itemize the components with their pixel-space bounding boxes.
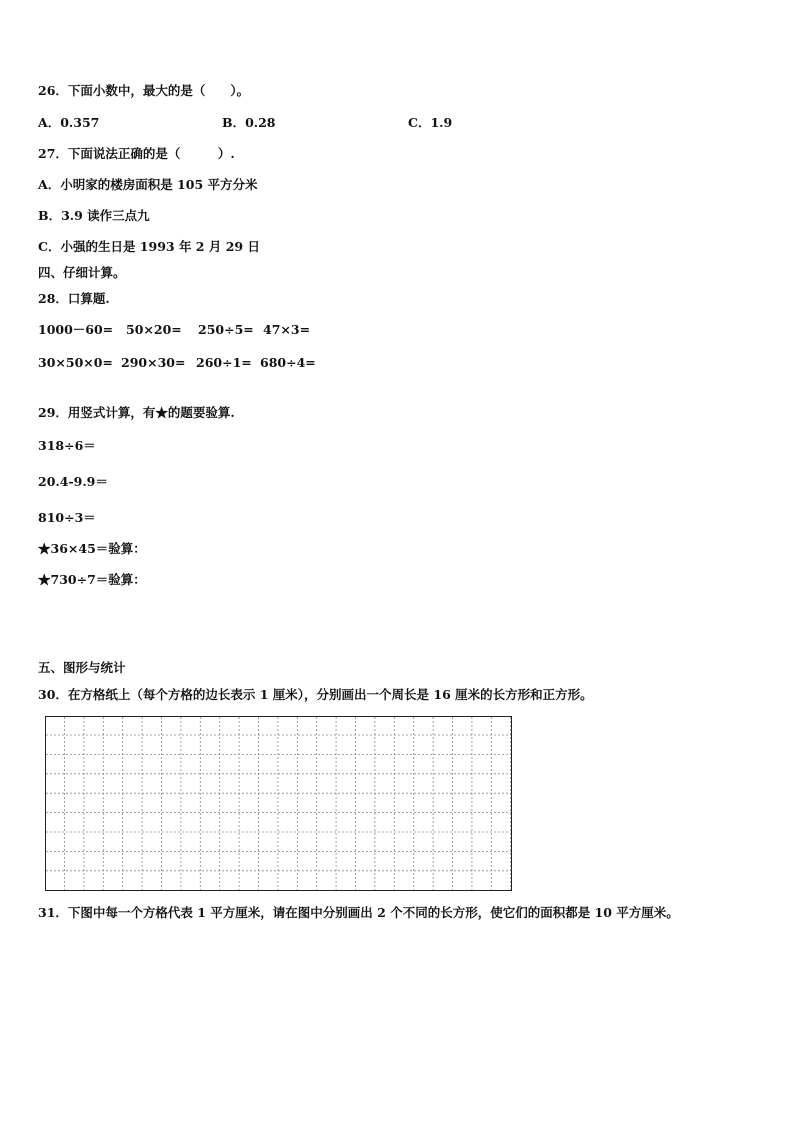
q27-stem: 27．下面说法正确的是（ ）. xyxy=(38,146,235,161)
q31-stem: 31．下图中每一个方格代表 1 平方厘米，请在图中分别画出 2 个不同的长方形，使它们的面积都是 10 平方厘米。 xyxy=(38,905,679,920)
section-4-heading: 四、仔细计算。 xyxy=(38,265,126,280)
q29-item: 20.4-9.9＝ xyxy=(38,474,108,489)
q28-stem: 28．口算题. xyxy=(38,291,110,306)
section-5-heading: 五、图形与统计 xyxy=(38,660,126,675)
grid-lines xyxy=(46,717,512,891)
q30-grid-paper[interactable] xyxy=(45,716,512,891)
q27-option-c[interactable]: C．小强的生日是 1993 年 2 月 29 日 xyxy=(38,239,260,254)
q29-item: ★36×45＝验算： xyxy=(38,541,146,556)
q29-stem: 29．用竖式计算，有★的题要验算. xyxy=(38,405,235,420)
q27-option-b[interactable]: B．3.9 读作三点九 xyxy=(38,208,150,223)
q28-item: 47×3= xyxy=(263,322,311,337)
q26-option-c[interactable]: C．1.9 xyxy=(408,115,453,130)
q28-item: 250÷5= xyxy=(198,322,254,337)
q30-stem: 30．在方格纸上（每个方格的边长表示 1 厘米），分别画出一个周长是 16 厘米的长方形和正方形。 xyxy=(38,687,593,702)
q28-item: 260÷1= xyxy=(196,355,252,370)
q28-item: 50×20= xyxy=(126,322,182,337)
q28-item: 680÷4= xyxy=(260,355,316,370)
q26-stem: 26．下面小数中，最大的是（ ）。 xyxy=(38,83,250,98)
q29-item: 318÷6＝ xyxy=(38,438,96,453)
q27-option-a[interactable]: A．小明家的楼房面积是 105 平方分米 xyxy=(38,177,258,192)
q28-item: 30×50×0= xyxy=(38,355,113,370)
q26-option-b[interactable]: B．0.28 xyxy=(222,115,276,130)
q28-item: 1000－60= xyxy=(38,322,114,337)
q28-item: 290×30= xyxy=(121,355,186,370)
q29-item: 810÷3＝ xyxy=(38,510,96,525)
q29-item: ★730÷7＝验算： xyxy=(38,572,146,587)
q26-option-a[interactable]: A．0.357 xyxy=(38,115,100,130)
